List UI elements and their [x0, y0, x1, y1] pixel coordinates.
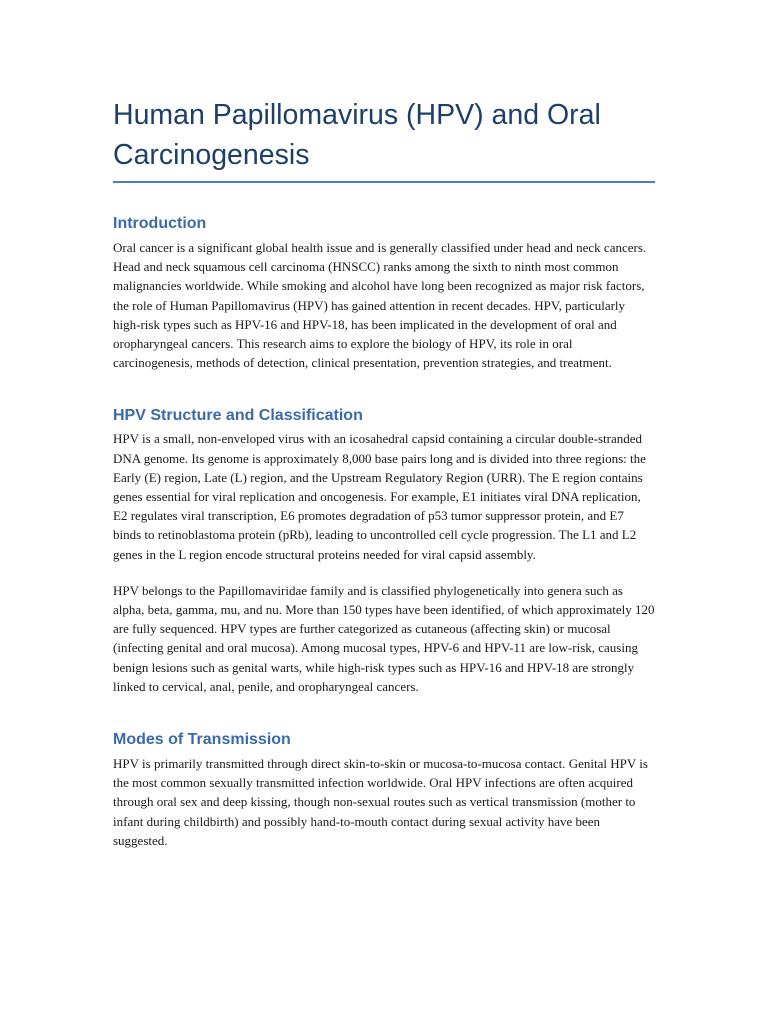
section-introduction	[113, 213, 655, 372]
paragraph-modes-of-transmission: HPV is primarily transmitted through direct skin-to-skin or mucosa-to-mucosa contact. Genital HPV is the most common sexually transmitted infection worldwide. Oral HPV infections are often acquired through oral sex and deep kissing, though non-sexual routes such as vertical transmission (mother to infant during childbirth) and possibly hand-to-mouth contact during sexual activity have been suggested.	[113, 756, 648, 848]
section-heading-modes-of-transmission: Modes of Transmission	[113, 731, 291, 749]
section-heading-introduction: Introduction	[113, 215, 207, 232]
paragraph-hpv-structure-1: HPV is a small, non-enveloped virus with an icosahedral capsid containing a circular double-stranded DNA genome. Its genome is approximately 8,000 base pairs long and is divided into three regions: the Early (E) region, Late (L) region, and the Upstream Regulatory Region (URR). The E region contains genes essential for viral replication and oncogenesis. For example, E1 initiates viral DNA replication, E2 regulates viral transcription, E6 promotes degradation of p53 tumor suppressor protein, and E7 binds to retinoblastoma protein (pRb), leading to uncontrolled cell cycle progression. The L1 and L2 genes in the L region encode structural proteins needed for viral capsid assembly.	[113, 431, 646, 562]
section-hpv-structure	[113, 405, 655, 696]
section-modes-of-transmission	[113, 729, 655, 850]
paragraph-hpv-structure-2: HPV belongs to the Papillomaviridae family and is classified phylogenetically into genera such as alpha, beta, gamma, mu, and nu. More than 150 types have been identified, of which approximately 120 are fully sequenced. HPV types are further categorized as cutaneous (affecting skin) or mucosal (infecting genital and oral mucosa). Among mucosal types, HPV-6 and HPV-11 are low-risk, causing benign lesions such as genital warts, while high-risk types such as HPV-16 and HPV-18 are strongly linked to cervical, anal, penile, and oropharyngeal cancers.	[113, 582, 655, 694]
section-heading-hpv-structure: HPV Structure and Classification	[113, 407, 363, 425]
document-title: Human Papillomavirus (HPV) and Oral Carcinogenesis	[113, 0, 655, 183]
paragraph-introduction: Oral cancer is a significant global health issue and is generally classified under head and neck cancers. Head and neck squamous cell carcinoma (HNSCC) ranks among the sixth to ninth most common malignancies worldwide. While smoking and alcohol have long been recognized as major risk factors, the role of Human Papillomavirus (HPV) has gained attention in recent decades. HPV, particularly high-risk types such as HPV-16 and HPV-18, has been implicated in the development of oral and oropharyngeal cancers. This research aims to explore the biology of HPV, its role in oral carcinogenesis, methods of detection, clinical presentation, prevention strategies, and treatment.	[113, 240, 647, 371]
document-page	[113, 0, 655, 850]
